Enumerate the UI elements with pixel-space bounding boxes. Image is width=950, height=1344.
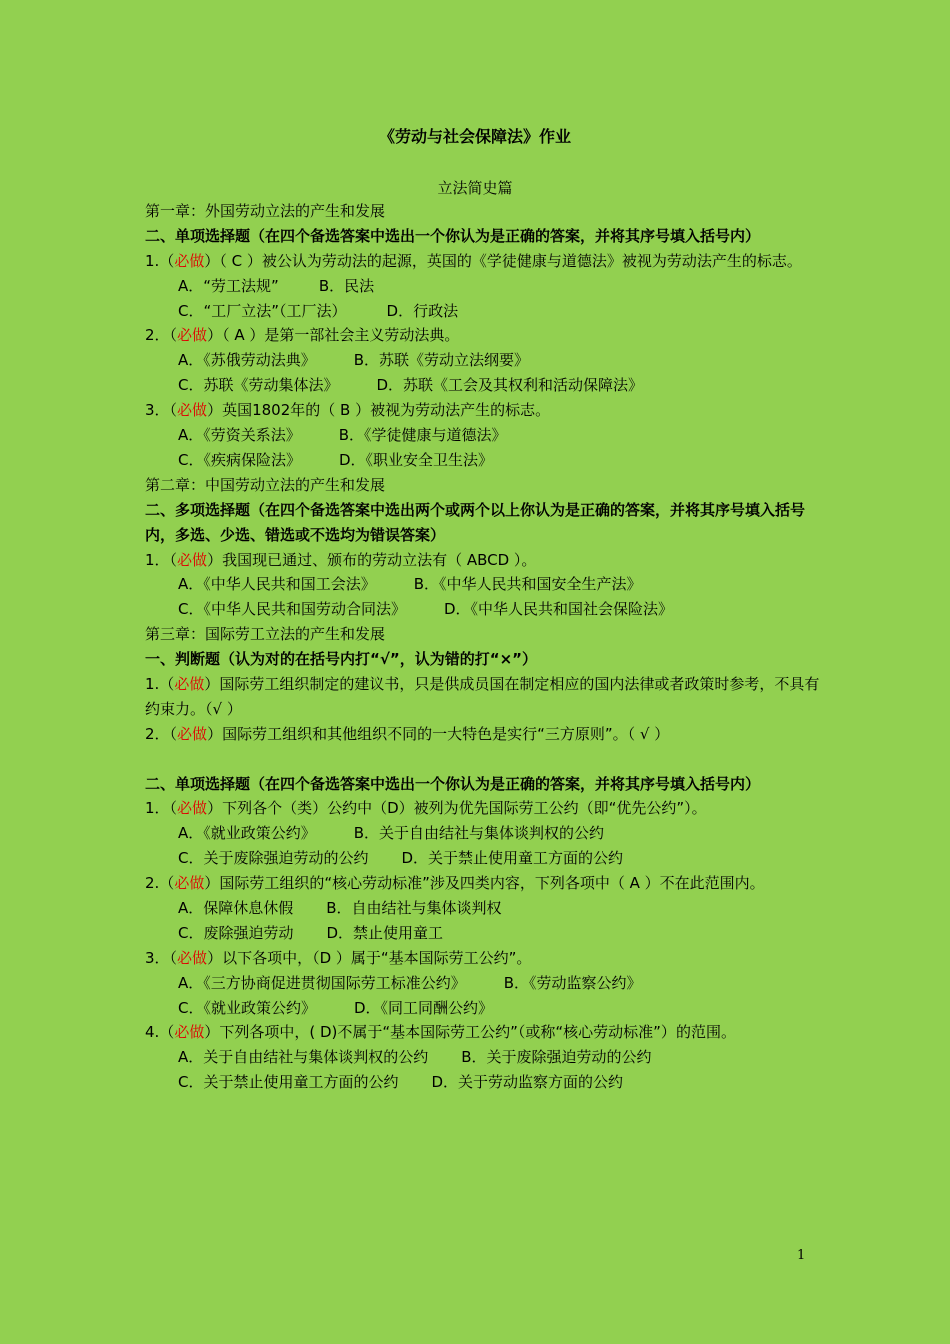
option-b: B．民法 — [318, 276, 375, 295]
document-title: 《劳动与社会保障法》作业 — [378, 127, 571, 146]
option-c: C．关于禁止使用童工方面的公约 — [178, 1073, 399, 1092]
document-body — [145, 199, 825, 1095]
chapter-3-judgement-heading: 一、判断题（认为对的在括号内打“√”，认为错的打“×”） — [145, 650, 538, 669]
ch1-q3-options-row-2 — [145, 448, 825, 473]
required-tag: 必做 — [174, 1023, 205, 1042]
ch3-q3-options-row-2 — [145, 996, 825, 1021]
option-c: C．废除强迫劳动 — [178, 923, 294, 942]
ch3-question-4: 4.（必做）下列各项中，( D)不属于“基本国际劳工公约”（或称“核心劳动标准”）的范围。 — [145, 1023, 736, 1042]
option-b: B．自由结社与集体谈判权 — [326, 899, 502, 918]
ch3-q1-options-row-1 — [145, 821, 825, 846]
document-subtitle: 立法简史篇 — [437, 179, 513, 197]
ch1-q3-options-row-1 — [145, 423, 825, 448]
required-tag: 必做 — [177, 724, 208, 743]
required-tag: 必做 — [177, 550, 208, 569]
ch1-question-3: 3．（必做）英国1802年的（ B ）被视为劳动法产生的标志。 — [145, 401, 551, 420]
required-tag: 必做 — [177, 948, 208, 967]
option-d: D．《同工同酬公约》 — [353, 998, 494, 1017]
ch3-question-2: 2.（必做）国际劳工组织的“核心劳动标准”涉及四类内容，下列各项中（ A ）不在此范围内。 — [145, 874, 765, 893]
ch1-q2-options-row-1 — [145, 348, 825, 373]
required-tag: 必做 — [177, 799, 208, 818]
ch2-question-1: 1．（必做）我国现已通过、颁布的劳动立法有（ ABCD ）。 — [145, 550, 537, 569]
chapter-3-single-choice-heading: 二、单项选择题（在四个备选答案中选出一个你认为是正确的答案，并将其序号填入括号内） — [145, 774, 761, 793]
ch3-q2-options-row-2 — [145, 921, 825, 946]
option-b: B．关于自由结社与集体谈判权的公约 — [353, 824, 605, 843]
ch3-judgement-1: 1.（必做）国际劳工组织制定的建议书，只是供成员国在制定相应的国内法律或者政策时参考，不具有约束力。（√ ） — [145, 674, 820, 718]
ch3-question-1: 1．（必做）下列各个（类）公约中（D）被列为优先国际劳工公约（即“优先公约”）。 — [145, 799, 707, 818]
ch3-q3-options-row-1 — [145, 971, 825, 996]
option-d: D．关于禁止使用童工方面的公约 — [401, 849, 624, 868]
option-c: C．苏联《劳动集体法》 — [178, 376, 339, 395]
option-d: D．行政法 — [386, 301, 459, 320]
ch3-q4-options-row-2 — [145, 1070, 825, 1095]
required-tag: 必做 — [177, 401, 208, 420]
option-b: B．苏联《劳动立法纲要》 — [353, 351, 530, 370]
ch3-q4-options-row-1 — [145, 1045, 825, 1070]
option-d: D．关于劳动监察方面的公约 — [431, 1073, 624, 1092]
option-a: A．“劳工法规” — [178, 276, 279, 295]
option-c: C．“工厂立法”（工厂法） — [178, 301, 347, 320]
ch1-question-1: 1.（必做）（ C ）被公认为劳动法的起源，英国的《学徒健康与道德法》被视为劳动法产生的标志。 — [145, 251, 802, 270]
option-b: B．《劳动监察公约》 — [503, 973, 642, 992]
ch3-q1-options-row-2 — [145, 846, 825, 871]
chapter-1-heading: 第一章：外国劳动立法的产生和发展 — [145, 202, 386, 220]
option-a: A．《就业政策公约》 — [178, 824, 316, 843]
chapter-3-heading: 第三章：国际劳工立法的产生和发展 — [145, 625, 386, 644]
option-d: D．《职业安全卫生法》 — [338, 450, 494, 469]
page-number: 1 — [797, 1248, 806, 1263]
required-tag: 必做 — [177, 326, 208, 345]
required-tag: 必做 — [174, 251, 205, 270]
option-b: B．《中华人民共和国安全生产法》 — [413, 575, 642, 594]
chapter-2-section-heading: 二、多项选择题（在四个备选答案中选出两个或两个以上你认为是正确的答案，并将其序号填入括号内，多选、少选、错选或不选均为错误答案） — [145, 500, 806, 544]
option-b: B．关于废除强迫劳动的公约 — [461, 1048, 652, 1067]
ch3-judgement-2: 2．（必做）国际劳工组织和其他组织不同的一大特色是实行“三方原则”。（ √ ） — [145, 724, 670, 743]
required-tag: 必做 — [174, 674, 205, 693]
option-c: C．《疾病保险法》 — [178, 450, 301, 469]
chapter-2-heading: 第二章：中国劳动立法的产生和发展 — [145, 475, 386, 494]
option-a: A．《三方协商促进贯彻国际劳工标准公约》 — [178, 973, 466, 992]
ch1-q1-options-row-1 — [145, 274, 825, 299]
ch2-q1-options-row-2 — [145, 597, 825, 622]
required-tag: 必做 — [174, 874, 205, 893]
option-a: A．保障休息休假 — [178, 899, 294, 918]
option-b: B．《学徒健康与道德法》 — [338, 426, 507, 445]
option-d: D．禁止使用童工 — [326, 923, 444, 942]
ch3-question-3: 3．（必做）以下各项中，（D ）属于“基本国际劳工公约”。 — [145, 948, 532, 967]
option-c: C．关于废除强迫劳动的公约 — [178, 849, 369, 868]
option-c: C．《就业政策公约》 — [178, 998, 316, 1017]
ch1-q1-options-row-2 — [145, 299, 825, 324]
option-a: A．《中华人民共和国工会法》 — [178, 575, 376, 594]
chapter-1-section-heading: 二、单项选择题（在四个备选答案中选出一个你认为是正确的答案，并将其序号填入括号内） — [145, 226, 761, 245]
ch1-question-2: 2．（必做）（ A ）是第一部社会主义劳动法典。 — [145, 326, 460, 345]
option-d: D．苏联《工会及其权利和活动保障法》 — [376, 376, 644, 395]
option-d: D．《中华人民共和国社会保险法》 — [443, 600, 674, 619]
ch1-q2-options-row-2 — [145, 373, 825, 398]
ch2-q1-options-row-1 — [145, 572, 825, 597]
option-c: C．《中华人民共和国劳动合同法》 — [178, 600, 406, 619]
option-a: A．关于自由结社与集体谈判权的公约 — [178, 1048, 429, 1067]
ch3-q2-options-row-1 — [145, 896, 825, 921]
blank-line — [145, 747, 825, 772]
option-a: A．《苏俄劳动法典》 — [178, 351, 316, 370]
option-a: A．《劳资关系法》 — [178, 426, 301, 445]
